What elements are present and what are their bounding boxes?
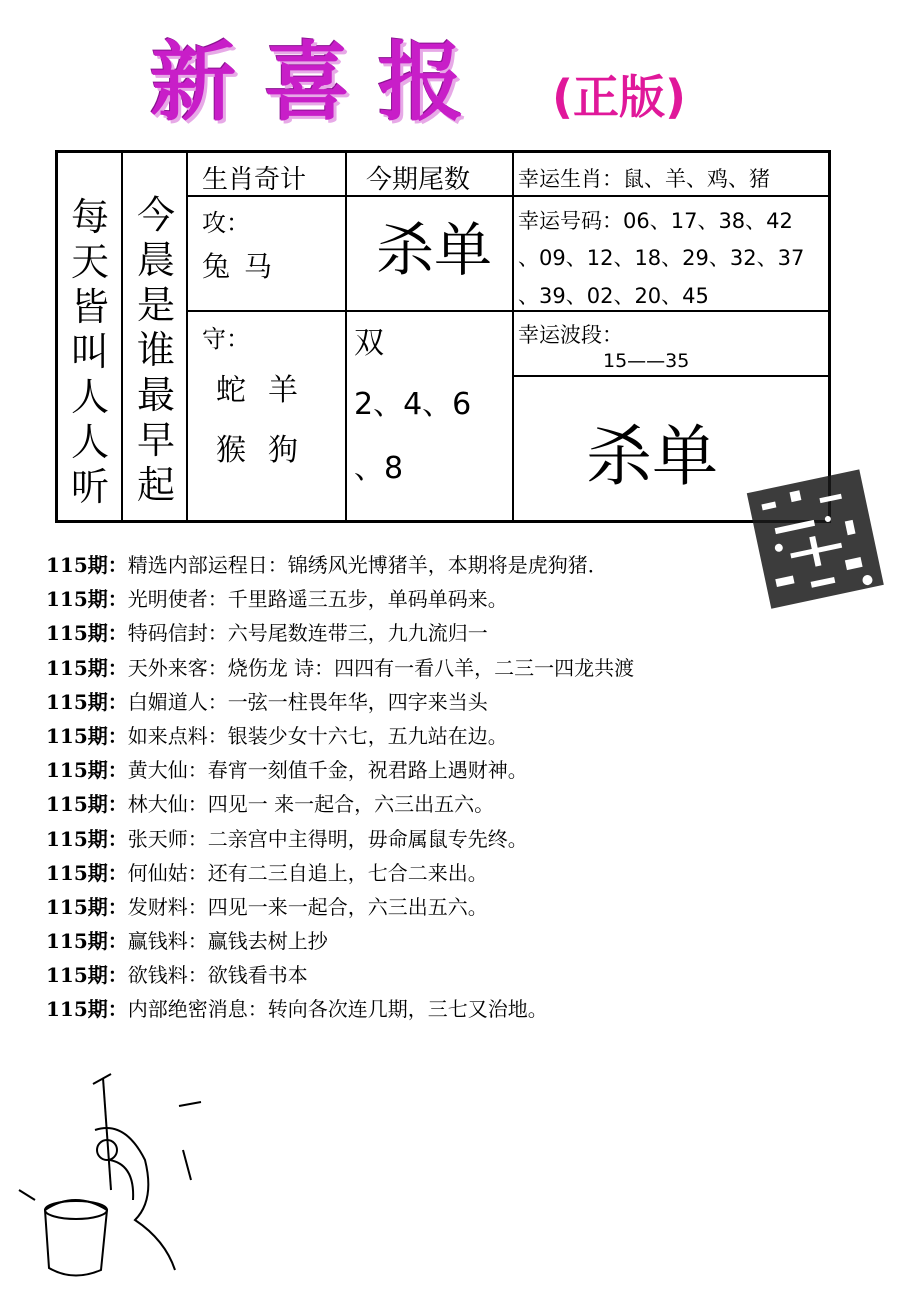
lucky-numbers-2: 、09、12、18、29、32、37 xyxy=(518,246,805,270)
vertical-slogan-left: 每天皆叫人人听 xyxy=(70,195,109,509)
list-item: 115期：特码信封：六号尾数连带三，九九流归一 xyxy=(46,621,488,646)
vertical-slogan-right: 今晨是谁最早起 xyxy=(136,193,175,507)
attack-value: 兔马 xyxy=(202,250,287,283)
list-item: 115期：天外来客：烧伤龙 诗：四四有一看八羊，二三一四龙共渡 xyxy=(46,655,635,680)
list-item: 115期：黄大仙：春宵一刻值千金，祝君路上遇财神。 xyxy=(46,758,528,783)
lucky-zodiac: 幸运生肖：鼠、羊、鸡、猪 xyxy=(518,167,770,191)
defend-line-2: 猴狗 xyxy=(216,433,320,468)
list-item: 115期：光明使者：千里路遥三五步，单码单码来。 xyxy=(46,587,508,612)
list-item: 115期：欲钱料：欲钱看书本 xyxy=(46,963,308,988)
page-title: 新喜报 xyxy=(150,33,492,133)
lucky-range-label: 幸运波段： xyxy=(518,323,623,347)
seal-stamp-icon xyxy=(735,457,896,622)
prediction-list xyxy=(46,548,634,1027)
figure-sketch-icon xyxy=(15,1070,215,1290)
list-item: 115期：发财料：四见一来一起合，六三出五六。 xyxy=(46,894,488,919)
list-item: 115期：白媚道人：一弦一柱畏年华，四字来当头 xyxy=(46,689,488,714)
header-tail: 今期尾数 xyxy=(366,165,471,195)
double-label: 双 xyxy=(354,326,384,361)
kill-single-2: 杀单 xyxy=(586,418,718,495)
list-item: 115期：精选内部运程日：锦绣风光博猪羊，本期将是虎狗猪． xyxy=(46,553,608,577)
info-table xyxy=(55,150,831,523)
list-item: 115期：赢钱料：赢钱去树上抄 xyxy=(46,929,328,954)
double-line-2: 、8 xyxy=(354,451,404,486)
list-item: 115期：林大仙：四见一 来一起合，六三出五六。 xyxy=(46,792,495,817)
defend-label: 守： xyxy=(202,325,250,353)
header-zodiac: 生肖奇计 xyxy=(202,165,307,195)
lucky-numbers-1: 幸运号码：06、17、38、42 xyxy=(518,209,793,233)
defend-line-1: 蛇羊 xyxy=(216,373,320,408)
list-item: 115期：如来点料：银装少女十六七，五九站在边。 xyxy=(46,723,508,748)
lucky-range-value: 15——35 xyxy=(603,350,690,372)
list-item: 115期：内部绝密消息：转向各次连几期，三七又治地。 xyxy=(46,997,548,1022)
edition-label: (正版) xyxy=(552,70,687,124)
kill-single-1: 杀单 xyxy=(376,216,493,284)
double-line-1: 2、4、6 xyxy=(354,387,472,422)
lucky-numbers-3: 、39、02、20、45 xyxy=(518,284,709,308)
list-item: 115期：张天师：二亲宫中主得明，毋命属鼠专先终。 xyxy=(46,826,528,851)
attack-label: 攻： xyxy=(202,209,250,237)
list-item: 115期：何仙姑：还有二三自追上，七合二来出。 xyxy=(46,860,488,885)
